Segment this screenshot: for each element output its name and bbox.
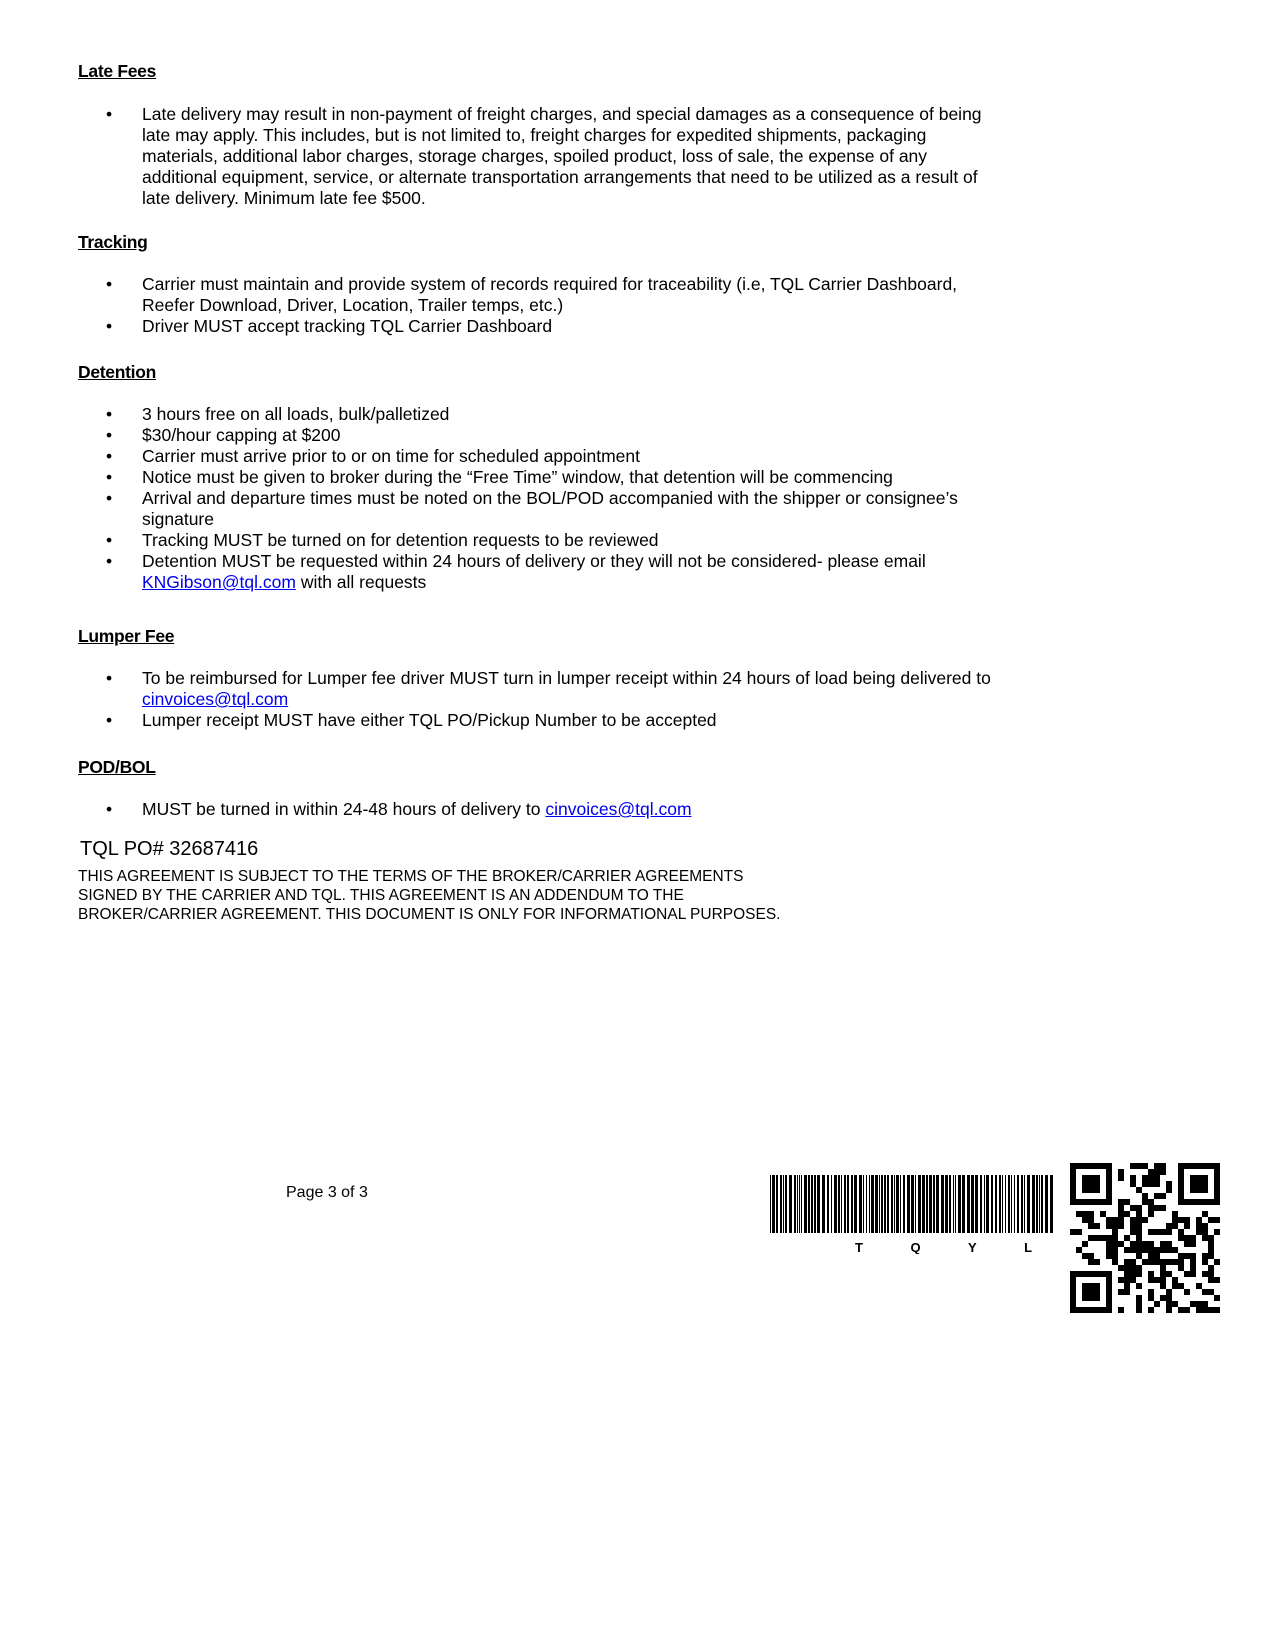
- list-item: • Notice must be given to broker during the “Free Time” window, that detention will be commencing: [0, 467, 1000, 488]
- lumper-fee-list: [0, 668, 1000, 731]
- list-item: • Late delivery may result in non-payment of freight charges, and special damages as a consequence of being late may apply. This includes, but is not limited to, freight charges for expedited shipments, packaging materials, additional labor charges, storage charges, spoiled product, loss of sale, the expense of any additional equipment, service, or alternate transportation arrangements that need to be utilized as a result of late delivery. Minimum late fee $500.: [0, 104, 1000, 209]
- email-link-cinvoices-pod[interactable]: cinvoices@tql.com: [545, 799, 692, 819]
- list-item: • Driver MUST accept tracking TQL Carrier Dashboard: [0, 316, 1000, 337]
- list-item: • Lumper receipt MUST have either TQL PO/Pickup Number to be accepted: [0, 710, 1000, 731]
- po-number: TQL PO# 32687416: [80, 838, 259, 860]
- late-fees-list: [0, 104, 1000, 209]
- page-number: Page 3 of 3: [286, 1184, 368, 1201]
- section-heading-late-fees: Late Fees: [78, 61, 157, 81]
- detention-request-text: Detention MUST be requested within 24 hours of delivery or they will not be considered- please email: [142, 551, 926, 571]
- list-item: [0, 799, 1000, 820]
- list-item: • Carrier must arrive prior to or on time for scheduled appointment: [0, 446, 1000, 467]
- email-link-cinvoices[interactable]: cinvoices@tql.com: [142, 689, 289, 709]
- barcode-caption: T Q Y L: [855, 1240, 1055, 1254]
- list-item: • 3 hours free on all loads, bulk/palletized: [0, 404, 1000, 425]
- lumper-reimburse-text: To be reimbursed for Lumper fee driver MUST turn in lumper receipt within 24 hours of load being delivered to: [142, 668, 991, 688]
- list-item: [0, 551, 1000, 593]
- pod-bol-list: [0, 799, 1000, 820]
- list-item: • Carrier must maintain and provide system of records required for traceability (i.e, TQL Carrier Dashboard, Reefer Download, Driver, Location, Trailer temps, etc.): [0, 274, 1000, 316]
- list-item: • Arrival and departure times must be noted on the BOL/POD accompanied with the shipper or consignee’s signature: [0, 488, 1000, 530]
- list-item: • $30/hour capping at $200: [0, 425, 1000, 446]
- section-heading-pod-bol: POD/BOL: [78, 757, 156, 777]
- section-heading-lumper-fee: Lumper Fee: [78, 626, 175, 646]
- detention-list: [0, 404, 1000, 593]
- tracking-list: [0, 274, 1000, 337]
- barcode-icon: [770, 1175, 1055, 1254]
- terms-notice: THIS AGREEMENT IS SUBJECT TO THE TERMS OF THE BROKER/CARRIER AGREEMENTS SIGNED BY THE CARRIER AND TQL. THIS AGREEMENT IS AN ADDENDUM TO THE BROKER/CARRIER AGREEMENT. THIS DOCUMENT IS ONLY FOR INFORMATIONAL PURPOSES.: [78, 868, 781, 923]
- email-link-kngibson[interactable]: KNGibson@tql.com: [142, 572, 296, 592]
- section-heading-tracking: Tracking: [78, 232, 148, 252]
- detention-request-suffix: with all requests: [300, 572, 427, 592]
- pod-bol-text: MUST be turned in within 24-48 hours of delivery to: [142, 799, 541, 819]
- list-item: [0, 668, 1000, 710]
- list-item: • Tracking MUST be turned on for detention requests to be reviewed: [0, 530, 1000, 551]
- qr-code-icon: [1070, 1163, 1220, 1313]
- section-heading-detention: Detention: [78, 362, 156, 382]
